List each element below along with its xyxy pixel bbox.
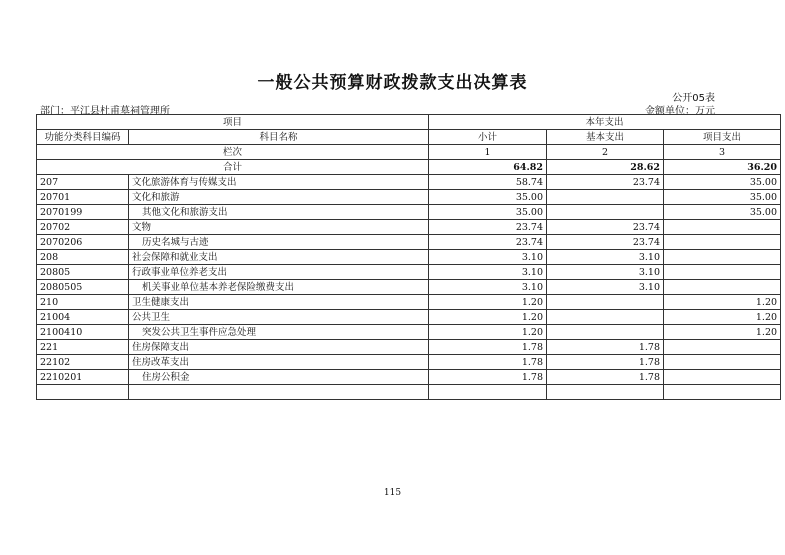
row-project (664, 340, 781, 355)
table-row (37, 355, 781, 370)
row-basic: 23.74 (547, 220, 664, 235)
table-row (37, 370, 781, 385)
row-basic (547, 385, 664, 400)
row-subtotal: 1.78 (429, 355, 547, 370)
row-subtotal (429, 385, 547, 400)
row-basic (547, 310, 664, 325)
row-name: 文化旅游体育与传媒支出 (129, 175, 429, 190)
table-row (37, 280, 781, 295)
header-name: 科目名称 (129, 130, 429, 145)
row-code: 21004 (37, 310, 129, 325)
table-row (37, 385, 781, 400)
row-project: 1.20 (664, 325, 781, 340)
row-subtotal: 1.78 (429, 370, 547, 385)
row-basic (547, 295, 664, 310)
total-subtotal: 64.82 (429, 160, 547, 175)
row-code: 22102 (37, 355, 129, 370)
table-row (37, 325, 781, 340)
row-project (664, 385, 781, 400)
row-project: 1.20 (664, 310, 781, 325)
row-subtotal: 1.78 (429, 340, 547, 355)
row-name: 文化和旅游 (129, 190, 429, 205)
header-row-2 (37, 130, 781, 145)
row-subtotal: 3.10 (429, 265, 547, 280)
header-project: 项目 (37, 115, 429, 130)
row-project: 1.20 (664, 295, 781, 310)
row-subtotal: 35.00 (429, 205, 547, 220)
row-project (664, 280, 781, 295)
row-name: 机关事业单位基本养老保险缴费支出 (129, 280, 429, 295)
table-row (37, 295, 781, 310)
header-project-expense: 项目支出 (664, 130, 781, 145)
row-project (664, 355, 781, 370)
table-row (37, 235, 781, 250)
row-name: 住房公积金 (129, 370, 429, 385)
row-subtotal: 23.74 (429, 235, 547, 250)
row-project (664, 235, 781, 250)
row-project: 35.00 (664, 175, 781, 190)
row-project: 35.00 (664, 205, 781, 220)
row-project (664, 370, 781, 385)
row-basic (547, 205, 664, 220)
row-subtotal: 1.20 (429, 325, 547, 340)
total-row (37, 160, 781, 175)
unit-label: 金额单位：万元 (645, 106, 715, 117)
table-row (37, 265, 781, 280)
row-code (37, 385, 129, 400)
row-name: 社会保障和就业支出 (129, 250, 429, 265)
table-row (37, 175, 781, 190)
table-row (37, 220, 781, 235)
row-code: 20805 (37, 265, 129, 280)
column-index-row (37, 145, 781, 160)
column-index-2: 2 (547, 145, 664, 160)
row-code: 2080505 (37, 280, 129, 295)
header-year-expense: 本年支出 (429, 115, 781, 130)
row-code: 2210201 (37, 370, 129, 385)
row-code: 221 (37, 340, 129, 355)
row-project (664, 250, 781, 265)
row-subtotal: 3.10 (429, 250, 547, 265)
row-basic: 3.10 (547, 265, 664, 280)
page-number: 115 (383, 488, 402, 498)
department-label: 部门：平江县杜甫墓祠管理所 (40, 106, 170, 117)
row-name: 历史名城与古迹 (129, 235, 429, 250)
row-name: 突发公共卫生事件应急处理 (129, 325, 429, 340)
row-name (129, 385, 429, 400)
row-name: 公共卫生 (129, 310, 429, 325)
column-index-1: 1 (429, 145, 547, 160)
table-row (37, 190, 781, 205)
row-name: 行政事业单位养老支出 (129, 265, 429, 280)
table-row (37, 340, 781, 355)
row-code: 210 (37, 295, 129, 310)
row-subtotal: 3.10 (429, 280, 547, 295)
header-row-1 (37, 115, 781, 130)
row-code: 2100410 (37, 325, 129, 340)
row-basic (547, 190, 664, 205)
expenditure-table (36, 114, 781, 400)
row-subtotal: 1.20 (429, 310, 547, 325)
row-code: 2070199 (37, 205, 129, 220)
table-row (37, 250, 781, 265)
total-basic: 28.62 (547, 160, 664, 175)
row-basic: 23.74 (547, 235, 664, 250)
column-index-label: 栏次 (37, 145, 429, 160)
row-project (664, 220, 781, 235)
row-basic (547, 325, 664, 340)
table-row (37, 310, 781, 325)
row-name: 卫生健康支出 (129, 295, 429, 310)
header-subtotal: 小计 (429, 130, 547, 145)
row-subtotal: 1.20 (429, 295, 547, 310)
row-code: 20701 (37, 190, 129, 205)
row-basic: 1.78 (547, 355, 664, 370)
row-subtotal: 35.00 (429, 190, 547, 205)
row-subtotal: 58.74 (429, 175, 547, 190)
form-number: 公开05表 (672, 93, 715, 104)
row-basic: 3.10 (547, 250, 664, 265)
row-name: 住房改革支出 (129, 355, 429, 370)
row-basic: 3.10 (547, 280, 664, 295)
column-index-3: 3 (664, 145, 781, 160)
header-basic: 基本支出 (547, 130, 664, 145)
row-code: 2070206 (37, 235, 129, 250)
row-subtotal: 23.74 (429, 220, 547, 235)
row-code: 20702 (37, 220, 129, 235)
row-basic: 23.74 (547, 175, 664, 190)
total-label: 合计 (37, 160, 429, 175)
row-project: 35.00 (664, 190, 781, 205)
row-basic: 1.78 (547, 370, 664, 385)
header-code: 功能分类科目编码 (37, 130, 129, 145)
row-basic: 1.78 (547, 340, 664, 355)
row-code: 208 (37, 250, 129, 265)
row-name: 文物 (129, 220, 429, 235)
row-code: 207 (37, 175, 129, 190)
page-title: 一般公共预算财政拨款支出决算表 (257, 73, 528, 93)
row-name: 其他文化和旅游支出 (129, 205, 429, 220)
row-project (664, 265, 781, 280)
total-project: 36.20 (664, 160, 781, 175)
row-name: 住房保障支出 (129, 340, 429, 355)
table-row (37, 205, 781, 220)
